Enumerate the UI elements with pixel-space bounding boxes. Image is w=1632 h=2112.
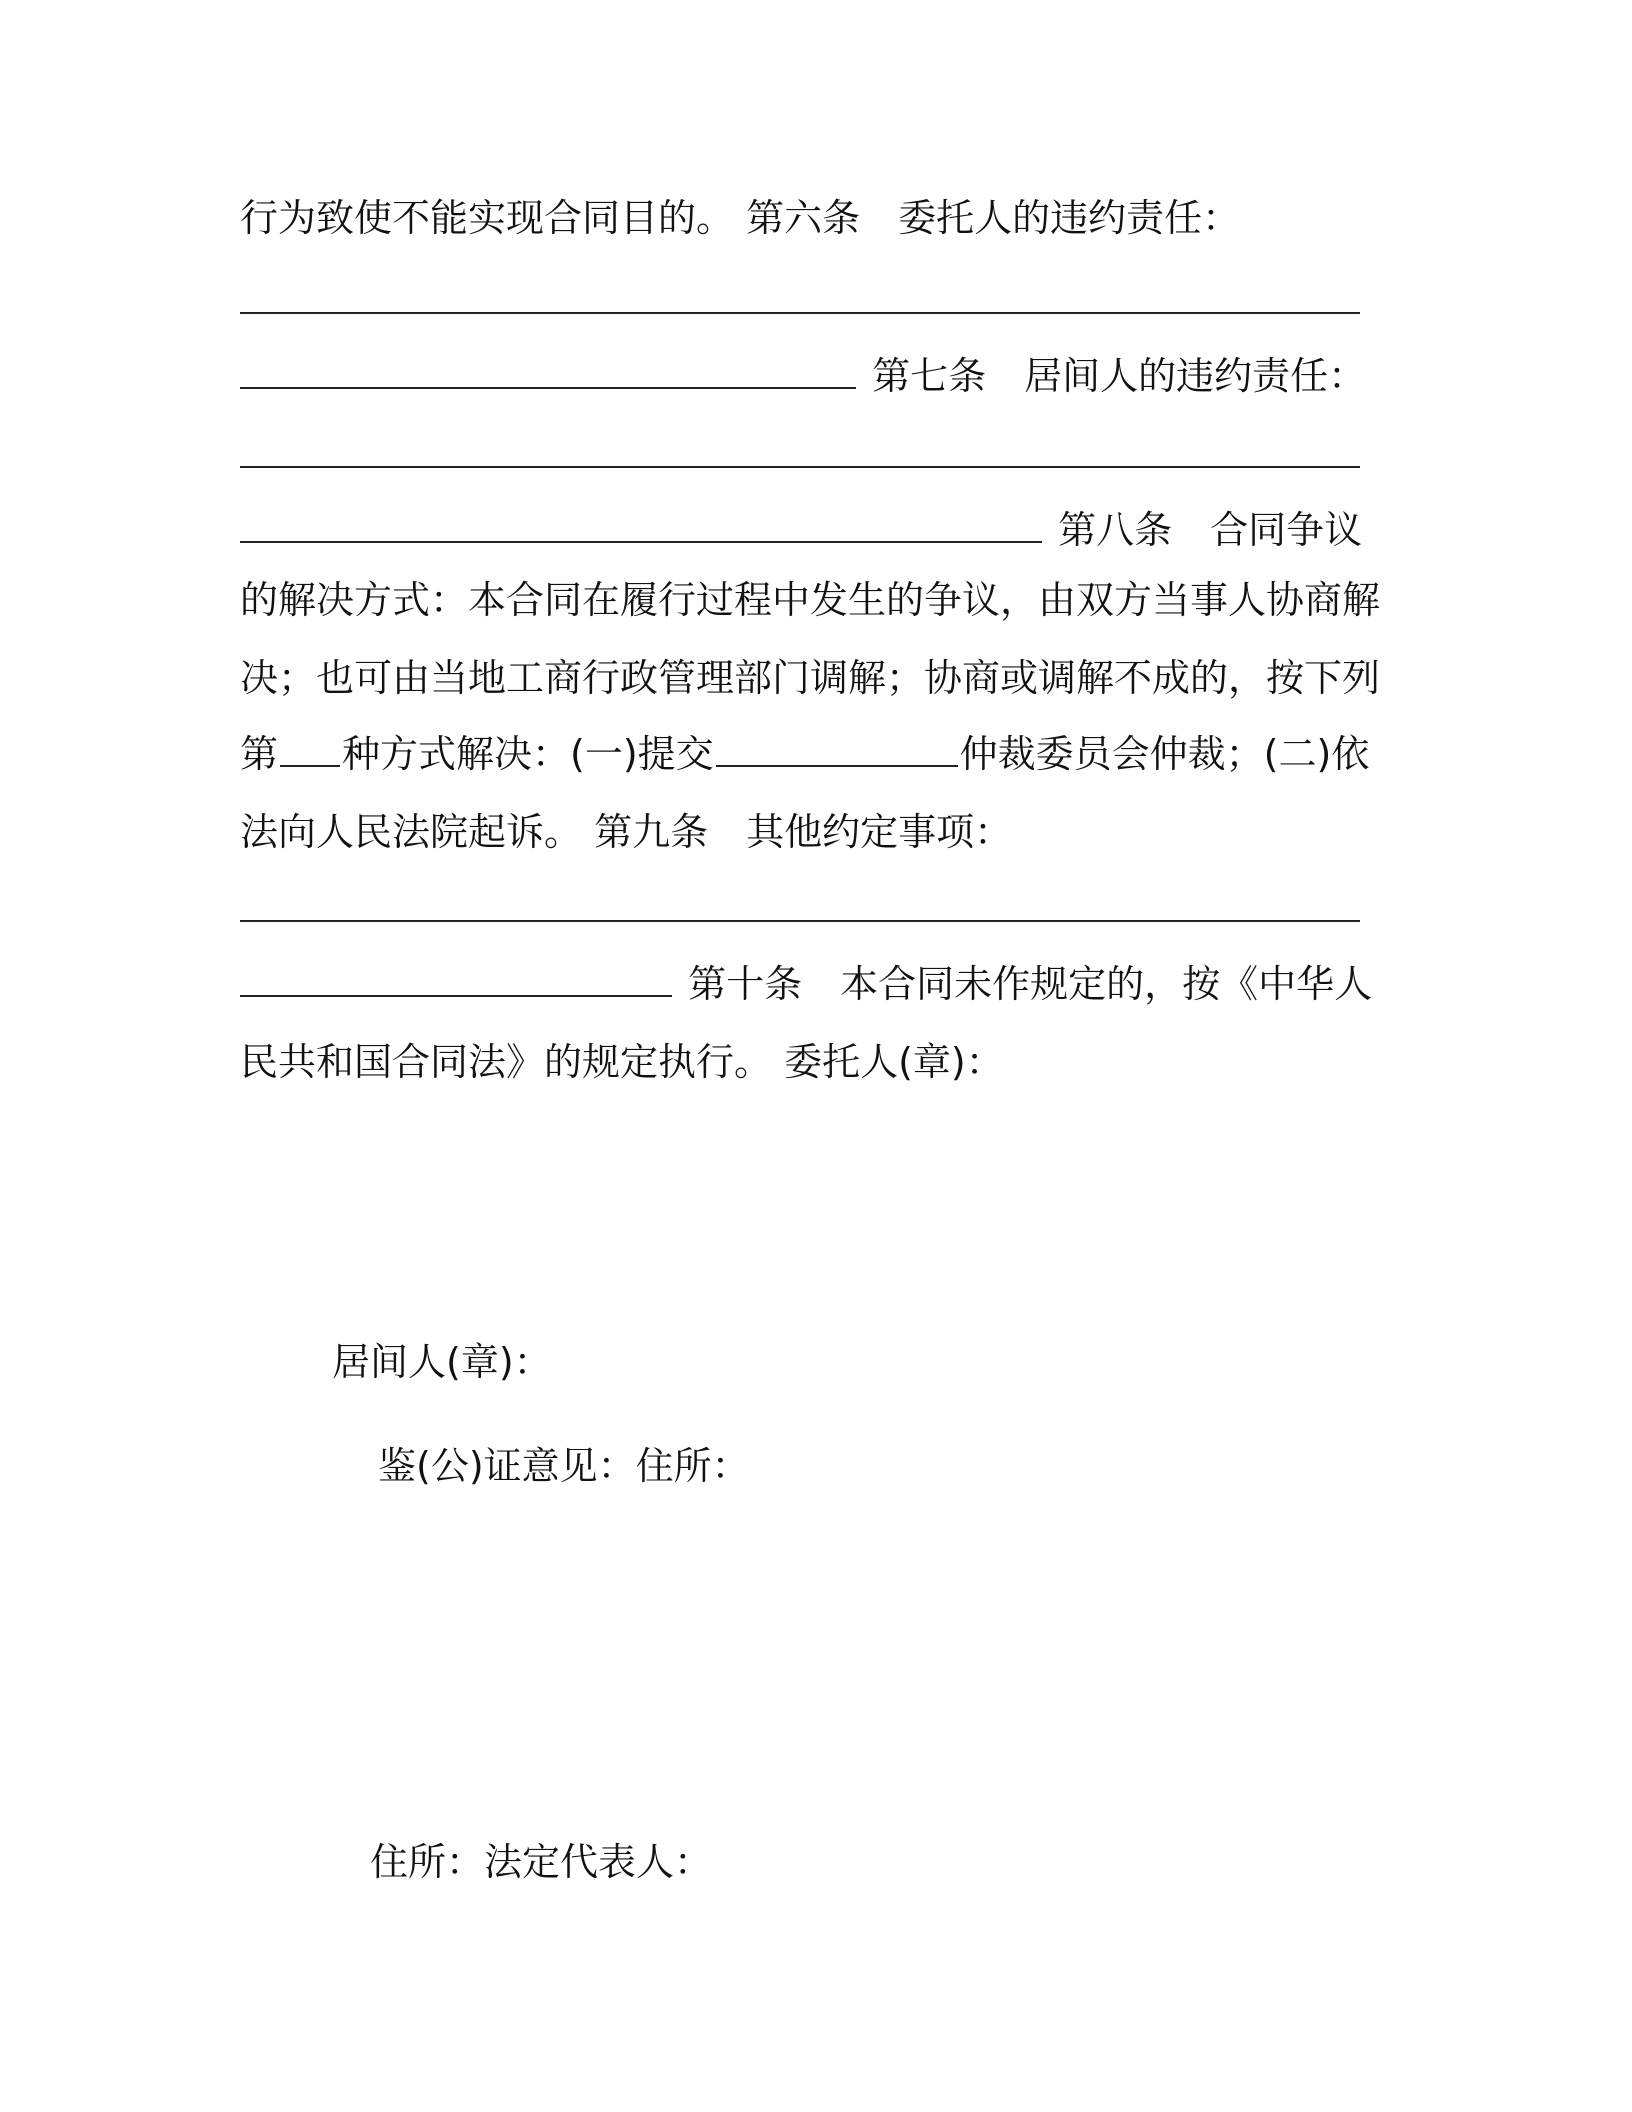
text-line-11 [240,958,1372,1010]
text-line-3 [240,350,1366,402]
blank-line-3 [240,920,1360,922]
broker-seal-label: 居间人(章)： [332,1340,552,1384]
text-line-7: 决；也可由当地工商行政管理部门调解；协商或调解不成的，按下列 [240,656,1381,700]
blank-underline [240,355,856,389]
article-7-heading: 第七条 居间人的违约责任： [872,354,1367,398]
blank-underline [240,509,1042,543]
blank-line-2 [240,466,1360,468]
text-fragment: 第 [240,732,279,776]
blank-underline [240,963,672,997]
address-representative-label: 住所：法定代表人： [370,1840,713,1884]
text-line-9: 法向人民法院起诉。 第九条 其他约定事项： [240,810,1013,854]
blank-line-1 [240,312,1360,314]
text-line-5 [240,504,1362,556]
choice-blank [280,733,340,767]
text-line-12: 民共和国合同法》的规定执行。 委托人(章)： [240,1040,1004,1084]
text-line-1: 行为致使不能实现合同目的。 第六条 委托人的违约责任： [240,196,1241,240]
article-10-heading: 第十条 本合同未作规定的，按《中华人 [688,962,1373,1006]
notary-opinion-label: 鉴(公)证意见：住所： [378,1444,750,1488]
text-fragment: 种方式解决：(一)提交 [342,732,714,776]
text-line-8 [240,728,1369,780]
article-8-heading: 第八条 合同争议 [1058,508,1363,552]
arbitration-blank [716,733,958,767]
text-fragment: 仲裁委员会仲裁；(二)依 [959,732,1370,776]
text-line-6: 的解决方式：本合同在履行过程中发生的争议，由双方当事人协商解 [240,578,1381,622]
